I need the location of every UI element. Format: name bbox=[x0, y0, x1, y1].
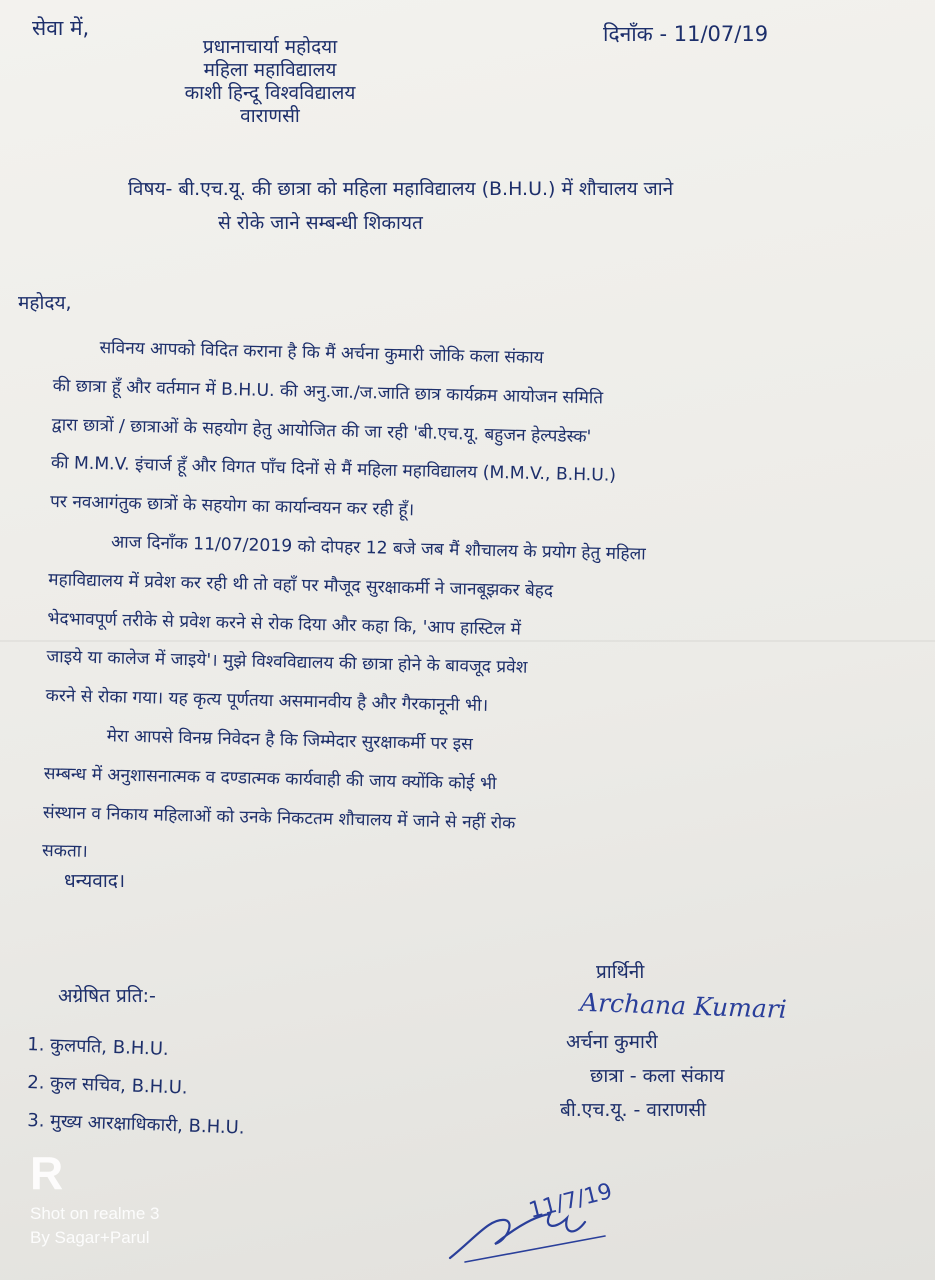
body-line: सविनय आपको विदित कराना है कि मैं अर्चना कुमारी जोकि कला संकाय bbox=[99, 338, 544, 369]
subject-block bbox=[128, 172, 673, 240]
camera-watermark bbox=[30, 1147, 160, 1250]
subject-line: विषय- बी.एच.यू. की छात्रा को महिला महाविद्यालय (B.H.U.) में शौचालय जाने bbox=[128, 178, 674, 200]
closing: धन्यवाद। bbox=[64, 870, 126, 892]
addressee-line: काशी हिन्दू विश्वविद्यालय bbox=[184, 82, 356, 104]
greeting: महोदय, bbox=[18, 292, 72, 314]
subject-line: से रोके जाने सम्बन्धी शिकायत bbox=[218, 212, 423, 234]
salutation-to: सेवा में, bbox=[32, 16, 90, 40]
cc-item: 1. कुलपति, B.H.U. bbox=[26, 1033, 170, 1060]
signer-department: छात्रा - कला संकाय bbox=[590, 1065, 725, 1087]
addressee-line: वाराणसी bbox=[240, 105, 300, 127]
addressee-line: महिला महाविद्यालय bbox=[203, 59, 337, 81]
body-line: सम्बन्ध में अनुशासनात्मक व दण्डात्मक कार्यवाही की जाय क्योंकि कोई भी bbox=[43, 763, 497, 794]
addressee-block bbox=[140, 36, 400, 128]
cc-heading: अग्रेषित प्रति:- bbox=[58, 985, 156, 1007]
body-line: जाइये या कालेज में जाइये'। मुझे विश्वविद्यालय की छात्रा होने के बावजूद प्रवेश bbox=[46, 647, 528, 679]
body-line: भेदभावपूर्ण तरीके से प्रवेश करने से रोक दिया और कहा कि, 'आप हास्टिल में bbox=[47, 608, 522, 640]
letter-date: दिनाँक - 11/07/19 bbox=[603, 22, 769, 46]
body-line: की M.M.V. इंचार्ज हूँ और विगत पाँच दिनों से मैं महिला महाविद्यालय (M.M.V., B.H.U.) bbox=[50, 453, 617, 487]
body-line: द्वारा छात्रों / छात्राओं के सहयोग हेतु आयोजित की जा रही 'बी.एच.यू. बहुजन हेल्पडेस्क' bbox=[51, 414, 592, 447]
body-line: पर नवआगंतुक छात्रों के सहयोग का कार्यान्वयन कर रही हूँ। bbox=[49, 492, 415, 521]
received-date-note: 11/7/19 bbox=[526, 1179, 615, 1224]
realme-logo: R bbox=[30, 1147, 64, 1199]
watermark-author: By Sagar+Parul bbox=[30, 1228, 150, 1247]
signer-name: अर्चना कुमारी bbox=[566, 1031, 658, 1053]
letter-body bbox=[42, 328, 651, 885]
body-line: करने से रोका गया। यह कृत्य पूर्णतया असमानवीय है और गैरकानूनी भी। bbox=[45, 686, 489, 717]
watermark-device: Shot on realme 3 bbox=[30, 1204, 160, 1223]
body-line: मेरा आपसे विनम्र निवेदन है कि जिम्मेदार सुरक्षाकर्मी पर इस bbox=[106, 726, 474, 755]
cc-item: 2. कुल सचिव, B.H.U. bbox=[26, 1071, 188, 1099]
cc-list bbox=[28, 1026, 245, 1140]
petitioner-label: प्रार्थिनी bbox=[596, 961, 645, 983]
cc-item: 3. मुख्य आरक्षाधिकारी, B.H.U. bbox=[26, 1109, 245, 1139]
handwritten-signature: Archana Kumari bbox=[579, 987, 788, 1024]
received-initials-scribble bbox=[445, 1178, 615, 1268]
body-line: की छात्रा हूँ और वर्तमान में B.H.U. की अनु.जा./ज.जाति छात्र कार्यक्रम आयोजन समिति bbox=[52, 375, 604, 409]
body-line: महाविद्यालय में प्रवेश कर रही थी तो वहाँ पर मौजूद सुरक्षाकर्मी ने जानबूझकर बेहद bbox=[48, 569, 554, 602]
addressee-line: प्रधानाचार्या महोदया bbox=[202, 36, 338, 58]
signature-block bbox=[560, 955, 787, 1127]
body-line: संस्थान व निकाय महिलाओं को उनके निकटतम शौचालय में जाने से नहीं रोक bbox=[42, 802, 516, 834]
body-line: आज दिनाँक 11/07/2019 को दोपहर 12 बजे जब मैं शौचालय के प्रयोग हेतु महिला bbox=[110, 532, 646, 565]
signer-university: बी.एच.यू. - वाराणसी bbox=[560, 1099, 707, 1121]
body-line: सकता। bbox=[41, 841, 88, 863]
